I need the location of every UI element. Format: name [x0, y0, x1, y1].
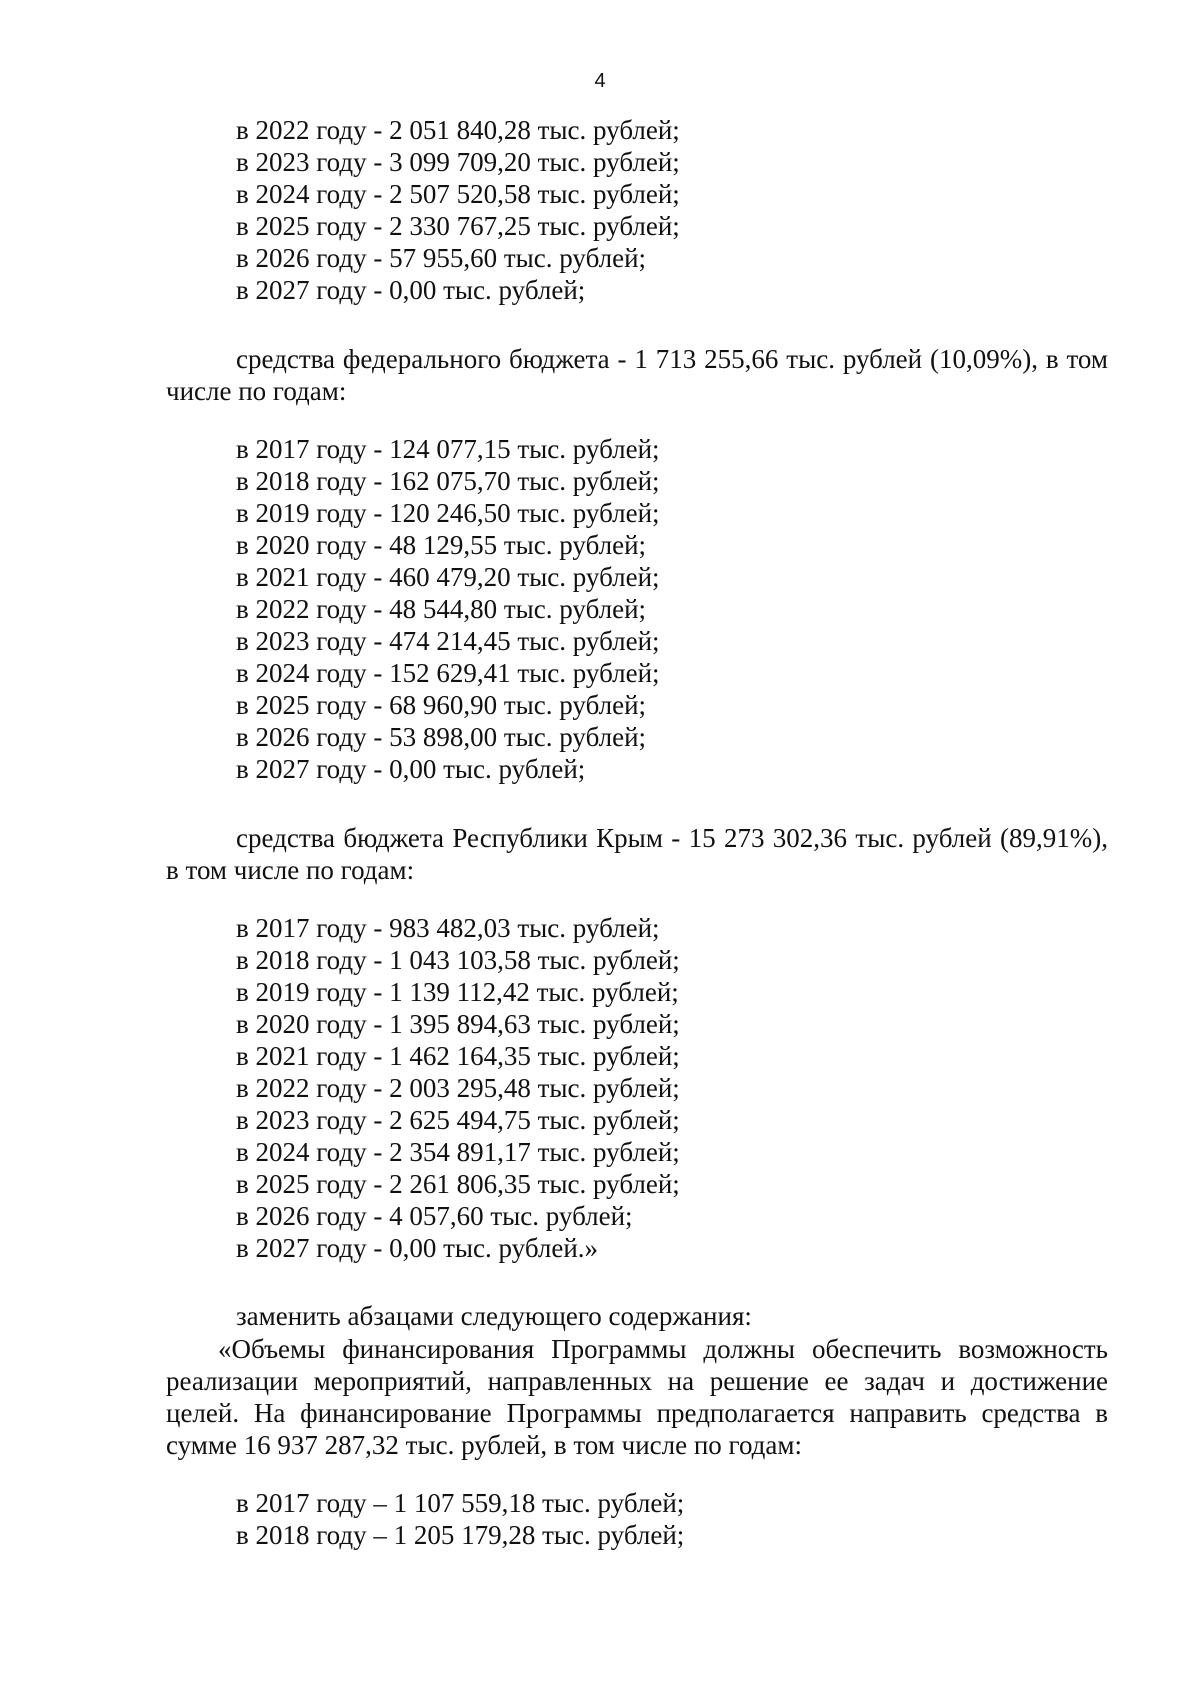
federal-budget-text: средства федерального бюджета - 1 713 255,66 тыс. рублей (10,09%), в том числе по годам:: [166, 344, 1108, 406]
list-item: в 2017 году - 983 482,03 тыс. рублей;: [236, 913, 660, 943]
new-year-list: [0, 1487, 1200, 1551]
federal-budget-paragraph-block: [0, 343, 1200, 407]
federal-budget-paragraph: [0, 343, 1200, 407]
list-item: в 2027 году - 0,00 тыс. рублей;: [236, 754, 586, 784]
page-number: 4: [594, 70, 606, 92]
list-item: в 2022 году - 2 003 295,48 тыс. рублей;: [236, 1073, 680, 1103]
list-item: в 2024 году - 2 354 891,17 тыс. рублей;: [236, 1137, 680, 1167]
replace-instruction-block: [0, 1300, 1200, 1332]
list-item: в 2027 году - 0,00 тыс. рублей;: [236, 275, 586, 305]
list-item: в 2023 году - 3 099 709,20 тыс. рублей;: [236, 147, 680, 177]
list-item: в 2019 году - 120 246,50 тыс. рублей;: [236, 498, 660, 528]
new-program-paragraph-block: [0, 1333, 1200, 1461]
list-item: в 2023 году - 2 625 494,75 тыс. рублей;: [236, 1105, 680, 1135]
list-item: в 2026 году - 57 955,60 тыс. рублей;: [236, 243, 647, 273]
list-item: в 2019 году - 1 139 112,42 тыс. рублей;: [236, 977, 679, 1007]
list-item: в 2017 году - 124 077,15 тыс. рублей;: [236, 434, 660, 464]
list-item: в 2022 году - 48 544,80 тыс. рублей;: [236, 594, 647, 624]
crimea-budget-paragraph: [0, 822, 1200, 886]
crimea-budget-text: средства бюджета Республики Крым - 15 273 302,36 тыс. рублей (89,91%), в том числе по годам:: [166, 823, 1108, 885]
list-item: в 2024 году - 152 629,41 тыс. рублей;: [236, 658, 660, 688]
replace-instruction: заменить абзацами следующего содержания:: [236, 1301, 752, 1331]
list-item: в 2027 году - 0,00 тыс. рублей.»: [236, 1233, 599, 1263]
crimea-budget-paragraph-block: [0, 822, 1200, 886]
federal-year-list: [0, 433, 1200, 785]
list-item: в 2022 году - 2 051 840,28 тыс. рублей;: [236, 115, 680, 145]
list-item: в 2018 году – 1 205 179,28 тыс. рублей;: [236, 1520, 685, 1550]
continued-year-list: [0, 114, 1200, 306]
list-item: в 2020 году - 48 129,55 тыс. рублей;: [236, 530, 647, 560]
list-item: в 2025 году - 2 261 806,35 тыс. рублей;: [236, 1169, 680, 1199]
list-item: в 2020 году - 1 395 894,63 тыс. рублей;: [236, 1009, 680, 1039]
list-item: в 2025 году - 68 960,90 тыс. рублей;: [236, 690, 647, 720]
list-item: в 2017 году – 1 107 559,18 тыс. рублей;: [236, 1488, 685, 1518]
list-item: в 2021 году - 460 479,20 тыс. рублей;: [236, 562, 660, 592]
list-item: в 2026 году - 53 898,00 тыс. рублей;: [236, 722, 647, 752]
list-item: в 2021 году - 1 462 164,35 тыс. рублей;: [236, 1041, 680, 1071]
list-item: в 2024 году - 2 507 520,58 тыс. рублей;: [236, 179, 680, 209]
list-item: в 2018 году - 1 043 103,58 тыс. рублей;: [236, 945, 680, 975]
crimea-year-list: [0, 912, 1200, 1264]
list-item: в 2023 году - 474 214,45 тыс. рублей;: [236, 626, 660, 656]
list-item: в 2018 году - 162 075,70 тыс. рублей;: [236, 466, 660, 496]
list-item: в 2025 году - 2 330 767,25 тыс. рублей;: [236, 211, 680, 241]
new-program-paragraph: [0, 1333, 1200, 1461]
new-program-text: «Объемы финансирования Программы должны обеспечить возможность реализации мероприятий, направленных на решение ее задач и достижение целей. На финансирование Программы предполагается направить средства в сумме 16 937 287,32 тыс. рублей, в том числе по годам:: [166, 1334, 1108, 1460]
list-item: в 2026 году - 4 057,60 тыс. рублей;: [236, 1201, 633, 1231]
